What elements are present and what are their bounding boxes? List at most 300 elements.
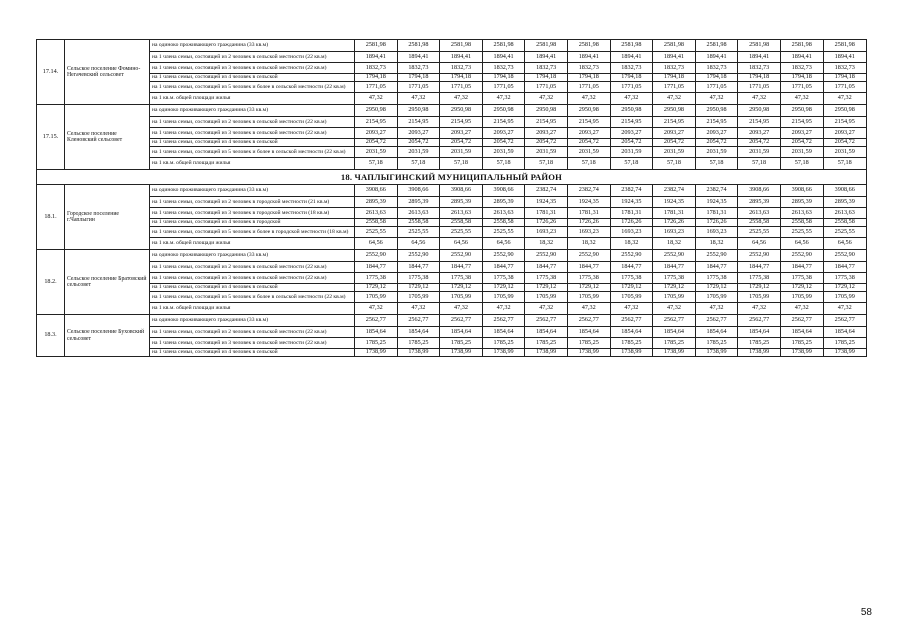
rate-cell: 1738,99 — [440, 349, 483, 357]
settlement-name: Сельское поселение Братовский сельсовет — [65, 250, 150, 315]
rate-cell: 1924,35 — [695, 197, 738, 208]
table-row — [37, 303, 867, 315]
table-row — [37, 338, 867, 349]
norm-description: на 1 члена семьи, состоящей из 2 человек в сельской местности (22 кв.м) — [150, 52, 355, 63]
rate-cell: 57,18 — [482, 158, 525, 170]
norm-description: на 1 члена семьи, состоящей из 2 человек в сельской местности (22 кв.м) — [150, 117, 355, 128]
rate-cell: 2525,55 — [738, 227, 781, 238]
rate-cell: 2552,90 — [567, 250, 610, 262]
rate-cell: 64,56 — [397, 238, 440, 250]
norm-description: на 1 члена семьи, состоящей из 2 человек в сельской местности (22 кв.м) — [150, 262, 355, 273]
rate-cell: 1738,99 — [567, 349, 610, 357]
rate-cell: 2562,77 — [823, 315, 866, 327]
table-row — [37, 292, 867, 303]
rate-cell: 1693,23 — [610, 227, 653, 238]
rate-cell: 1729,12 — [440, 284, 483, 292]
table-row — [37, 147, 867, 158]
table-row — [37, 128, 867, 139]
rate-cell: 2031,59 — [610, 147, 653, 158]
rate-cell: 2581,98 — [397, 40, 440, 52]
rate-cell: 1832,73 — [525, 63, 568, 74]
rate-cell: 2581,98 — [738, 40, 781, 52]
rate-cell: 1894,41 — [355, 52, 398, 63]
table-row — [37, 185, 867, 197]
rate-cell: 1894,41 — [482, 52, 525, 63]
rate-cell: 2950,98 — [482, 105, 525, 117]
rate-cell: 47,32 — [567, 303, 610, 315]
rate-cell: 47,32 — [653, 93, 696, 105]
rate-cell: 2581,98 — [653, 40, 696, 52]
norm-description: на одиноко проживающего гражданина (33 кв.м) — [150, 315, 355, 327]
rate-cell: 2581,98 — [695, 40, 738, 52]
norm-description: на 1 члена семьи, состоящей из 4 человек в сельской — [150, 349, 355, 357]
rate-cell: 2613,63 — [440, 208, 483, 219]
rate-cell: 2031,59 — [525, 147, 568, 158]
rate-cell: 47,32 — [397, 303, 440, 315]
rate-cell: 2154,95 — [823, 117, 866, 128]
rate-cell: 1832,73 — [482, 63, 525, 74]
rate-cell: 2562,77 — [653, 315, 696, 327]
rate-cell: 2562,77 — [738, 315, 781, 327]
rate-cell: 1854,64 — [653, 327, 696, 338]
rate-cell: 2581,98 — [610, 40, 653, 52]
rate-cell: 57,18 — [440, 158, 483, 170]
rate-cell: 1771,05 — [482, 82, 525, 93]
rate-cell: 2154,95 — [355, 117, 398, 128]
rate-cell: 2154,95 — [780, 117, 823, 128]
table-row — [37, 315, 867, 327]
rate-cell: 47,32 — [567, 93, 610, 105]
rate-cell: 2552,90 — [355, 250, 398, 262]
rate-cell: 2950,98 — [355, 105, 398, 117]
table-row — [37, 74, 867, 82]
tariff-table-page — [36, 39, 866, 357]
rate-cell: 2552,90 — [440, 250, 483, 262]
rate-cell: 1729,12 — [397, 284, 440, 292]
rate-cell: 1844,77 — [397, 262, 440, 273]
rate-cell: 1794,18 — [695, 74, 738, 82]
district-title: 18. ЧАПЛЫГИНСКИЙ МУНИЦИПАЛЬНЫЙ РАЙОН — [37, 170, 867, 185]
rate-cell: 1794,18 — [738, 74, 781, 82]
rate-cell: 47,32 — [440, 303, 483, 315]
rate-cell: 2552,90 — [823, 250, 866, 262]
rate-cell: 1854,64 — [823, 327, 866, 338]
rate-cell: 1705,99 — [355, 292, 398, 303]
rate-cell: 1785,25 — [695, 338, 738, 349]
rate-cell: 2382,74 — [653, 185, 696, 197]
rate-cell: 2154,95 — [610, 117, 653, 128]
norm-description: на 1 члена семьи, состоящей из 4 человек в городской — [150, 219, 355, 227]
rate-cell: 1844,77 — [355, 262, 398, 273]
rate-cell: 2562,77 — [397, 315, 440, 327]
rate-cell: 2562,77 — [567, 315, 610, 327]
table-row — [37, 82, 867, 93]
rate-cell: 1794,18 — [567, 74, 610, 82]
rate-cell: 2581,98 — [567, 40, 610, 52]
table-row — [37, 105, 867, 117]
rate-cell: 2562,77 — [780, 315, 823, 327]
table-row — [37, 52, 867, 63]
rate-cell: 1771,05 — [440, 82, 483, 93]
norm-description: на 1 кв.м. общей площади жилья — [150, 238, 355, 250]
rate-cell: 2382,74 — [525, 185, 568, 197]
rate-cell: 2154,95 — [397, 117, 440, 128]
rate-cell: 1738,99 — [525, 349, 568, 357]
rate-cell: 2613,63 — [780, 208, 823, 219]
tariff-table — [36, 39, 867, 357]
rate-cell: 1894,41 — [525, 52, 568, 63]
rate-cell: 3908,66 — [482, 185, 525, 197]
norm-description: на 1 члена семьи, состоящей из 3 человек в сельской местности (22 кв.м) — [150, 338, 355, 349]
rate-cell: 1844,77 — [780, 262, 823, 273]
rate-cell: 2562,77 — [525, 315, 568, 327]
rate-cell: 2950,98 — [823, 105, 866, 117]
rate-cell: 2558,58 — [738, 219, 781, 227]
rate-cell: 2552,90 — [610, 250, 653, 262]
rate-cell: 2382,74 — [610, 185, 653, 197]
norm-description: на одиноко проживающего гражданина (33 кв.м) — [150, 40, 355, 52]
rate-cell: 1844,77 — [653, 262, 696, 273]
rate-cell: 2525,55 — [440, 227, 483, 238]
rate-cell: 47,32 — [525, 303, 568, 315]
rate-cell: 47,32 — [780, 303, 823, 315]
rate-cell: 1854,64 — [695, 327, 738, 338]
rate-cell: 1781,31 — [610, 208, 653, 219]
rate-cell: 1924,35 — [525, 197, 568, 208]
rate-cell: 1794,18 — [610, 74, 653, 82]
rate-cell: 1726,26 — [653, 219, 696, 227]
page-number: 58 — [860, 607, 872, 618]
rate-cell: 3908,66 — [780, 185, 823, 197]
norm-description: на одиноко проживающего гражданина (33 кв.м) — [150, 105, 355, 117]
rate-cell: 1785,25 — [440, 338, 483, 349]
rate-cell: 2525,55 — [355, 227, 398, 238]
rate-cell: 1832,73 — [780, 63, 823, 74]
rate-cell: 2093,27 — [780, 128, 823, 139]
table-row — [37, 40, 867, 52]
rate-cell: 1854,64 — [610, 327, 653, 338]
norm-description: на 1 кв.м. общей площади жилья — [150, 158, 355, 170]
rate-cell: 1844,77 — [695, 262, 738, 273]
rate-cell: 1894,41 — [695, 52, 738, 63]
rate-cell: 1693,23 — [695, 227, 738, 238]
rate-cell: 47,32 — [823, 303, 866, 315]
norm-description: на 1 члена семьи, состоящей из 2 человек в городской местности (21 кв.м) — [150, 197, 355, 208]
rate-cell: 1794,18 — [482, 74, 525, 82]
rate-cell: 1844,77 — [823, 262, 866, 273]
rate-cell: 47,32 — [440, 93, 483, 105]
rate-cell: 47,32 — [525, 93, 568, 105]
norm-description: на 1 члена семьи, состоящей из 3 человек в сельской местности (22 кв.м) — [150, 63, 355, 74]
rate-cell: 2558,58 — [823, 219, 866, 227]
rate-cell: 47,32 — [695, 303, 738, 315]
rate-cell: 2895,39 — [355, 197, 398, 208]
rate-cell: 2613,63 — [397, 208, 440, 219]
rate-cell: 1729,12 — [482, 284, 525, 292]
rate-cell: 2382,74 — [567, 185, 610, 197]
rate-cell: 2552,90 — [397, 250, 440, 262]
rate-cell: 2093,27 — [482, 128, 525, 139]
settlement-code: 18.2. — [37, 250, 65, 315]
rate-cell: 2950,98 — [610, 105, 653, 117]
rate-cell: 1781,31 — [525, 208, 568, 219]
rate-cell: 57,18 — [823, 158, 866, 170]
rate-cell: 2054,72 — [567, 139, 610, 147]
rate-cell: 1705,99 — [653, 292, 696, 303]
norm-description: на 1 члена семьи, состоящей из 5 человек и более в городской местности (18 кв.м) — [150, 227, 355, 238]
rate-cell: 2154,95 — [738, 117, 781, 128]
rate-cell: 64,56 — [780, 238, 823, 250]
rate-cell: 1775,38 — [567, 273, 610, 284]
rate-cell: 1844,77 — [738, 262, 781, 273]
rate-cell: 1894,41 — [567, 52, 610, 63]
rate-cell: 1832,73 — [397, 63, 440, 74]
rate-cell: 2950,98 — [695, 105, 738, 117]
rate-cell: 2054,72 — [738, 139, 781, 147]
norm-description: на 1 члена семьи, состоящей из 3 человек в городской местности (18 кв.м) — [150, 208, 355, 219]
rate-cell: 1794,18 — [823, 74, 866, 82]
rate-cell: 57,18 — [695, 158, 738, 170]
rate-cell: 18,32 — [525, 238, 568, 250]
norm-description: на одиноко проживающего гражданина (33 кв.м) — [150, 250, 355, 262]
rate-cell: 1729,12 — [738, 284, 781, 292]
rate-cell: 1854,64 — [397, 327, 440, 338]
rate-cell: 18,32 — [695, 238, 738, 250]
rate-cell: 2054,72 — [482, 139, 525, 147]
rate-cell: 1738,99 — [482, 349, 525, 357]
rate-cell: 64,56 — [482, 238, 525, 250]
rate-cell: 1738,99 — [823, 349, 866, 357]
rate-cell: 1785,25 — [780, 338, 823, 349]
rate-cell: 1775,38 — [397, 273, 440, 284]
rate-cell: 1775,38 — [355, 273, 398, 284]
rate-cell: 1726,26 — [567, 219, 610, 227]
rate-cell: 2154,95 — [482, 117, 525, 128]
rate-cell: 1775,38 — [440, 273, 483, 284]
table-row — [37, 197, 867, 208]
rate-cell: 1775,38 — [482, 273, 525, 284]
rate-cell: 2895,39 — [482, 197, 525, 208]
norm-description: на 1 члена семьи, состоящей из 5 человек и более в сельской местности (22 кв.м) — [150, 292, 355, 303]
rate-cell: 2562,77 — [440, 315, 483, 327]
rate-cell: 2031,59 — [823, 147, 866, 158]
rate-cell: 1738,99 — [610, 349, 653, 357]
rate-cell: 1726,26 — [525, 219, 568, 227]
rate-cell: 2562,77 — [355, 315, 398, 327]
rate-cell: 1771,05 — [823, 82, 866, 93]
rate-cell: 64,56 — [440, 238, 483, 250]
rate-cell: 2382,74 — [695, 185, 738, 197]
rate-cell: 2031,59 — [738, 147, 781, 158]
rate-cell: 2552,90 — [482, 250, 525, 262]
rate-cell: 1832,73 — [440, 63, 483, 74]
rate-cell: 1738,99 — [695, 349, 738, 357]
rate-cell: 2093,27 — [738, 128, 781, 139]
rate-cell: 1794,18 — [397, 74, 440, 82]
rate-cell: 3908,66 — [738, 185, 781, 197]
rate-cell: 2552,90 — [653, 250, 696, 262]
rate-cell: 2562,77 — [610, 315, 653, 327]
rate-cell: 47,32 — [780, 93, 823, 105]
rate-cell: 1771,05 — [738, 82, 781, 93]
rate-cell: 1771,05 — [525, 82, 568, 93]
rate-cell: 2093,27 — [823, 128, 866, 139]
rate-cell: 1894,41 — [653, 52, 696, 63]
table-row — [37, 262, 867, 273]
rate-cell: 1794,18 — [355, 74, 398, 82]
rate-cell: 1705,99 — [482, 292, 525, 303]
rate-cell: 2558,58 — [355, 219, 398, 227]
rate-cell: 2154,95 — [440, 117, 483, 128]
rate-cell: 1775,38 — [695, 273, 738, 284]
rate-cell: 2950,98 — [653, 105, 696, 117]
table-row — [37, 349, 867, 357]
table-row — [37, 208, 867, 219]
table-row — [37, 273, 867, 284]
rate-cell: 2093,27 — [610, 128, 653, 139]
rate-cell: 1894,41 — [440, 52, 483, 63]
rate-cell: 64,56 — [355, 238, 398, 250]
rate-cell: 1832,73 — [695, 63, 738, 74]
rate-cell: 1854,64 — [780, 327, 823, 338]
rate-cell: 1844,77 — [567, 262, 610, 273]
rate-cell: 1854,64 — [482, 327, 525, 338]
rate-cell: 2562,77 — [482, 315, 525, 327]
rate-cell: 2031,59 — [695, 147, 738, 158]
rate-cell: 57,18 — [610, 158, 653, 170]
table-row — [37, 158, 867, 170]
rate-cell: 47,32 — [610, 93, 653, 105]
rate-cell: 1705,99 — [823, 292, 866, 303]
rate-cell: 2093,27 — [525, 128, 568, 139]
rate-cell: 47,32 — [482, 303, 525, 315]
district-header-row — [37, 170, 867, 185]
rate-cell: 47,32 — [738, 93, 781, 105]
norm-description: на 1 члена семьи, состоящей из 3 человек в сельской местности (22 кв.м) — [150, 273, 355, 284]
rate-cell: 3908,66 — [823, 185, 866, 197]
rate-cell: 2950,98 — [440, 105, 483, 117]
rate-cell: 2895,39 — [738, 197, 781, 208]
rate-cell: 1854,64 — [738, 327, 781, 338]
rate-cell: 2031,59 — [780, 147, 823, 158]
rate-cell: 2552,90 — [525, 250, 568, 262]
rate-cell: 1775,38 — [610, 273, 653, 284]
rate-cell: 57,18 — [525, 158, 568, 170]
rate-cell: 1726,26 — [610, 219, 653, 227]
rate-cell: 2581,98 — [440, 40, 483, 52]
table-row — [37, 250, 867, 262]
rate-cell: 57,18 — [397, 158, 440, 170]
rate-cell: 64,56 — [738, 238, 781, 250]
rate-cell: 1775,38 — [653, 273, 696, 284]
rate-cell: 2613,63 — [482, 208, 525, 219]
rate-cell: 2525,55 — [397, 227, 440, 238]
rate-cell: 2552,90 — [780, 250, 823, 262]
rate-cell: 1832,73 — [610, 63, 653, 74]
rate-cell: 47,32 — [397, 93, 440, 105]
rate-cell: 1693,23 — [653, 227, 696, 238]
rate-cell: 2154,95 — [567, 117, 610, 128]
rate-cell: 1924,35 — [567, 197, 610, 208]
rate-cell: 57,18 — [653, 158, 696, 170]
rate-cell: 2054,72 — [355, 139, 398, 147]
rate-cell: 18,32 — [567, 238, 610, 250]
rate-cell: 2525,55 — [482, 227, 525, 238]
rate-cell: 1894,41 — [823, 52, 866, 63]
rate-cell: 1832,73 — [567, 63, 610, 74]
rate-cell: 2558,58 — [780, 219, 823, 227]
rate-cell: 2562,77 — [695, 315, 738, 327]
rate-cell: 1794,18 — [653, 74, 696, 82]
rate-cell: 2950,98 — [525, 105, 568, 117]
rate-cell: 57,18 — [738, 158, 781, 170]
rate-cell: 1854,64 — [525, 327, 568, 338]
rate-cell: 1794,18 — [780, 74, 823, 82]
rate-cell: 2581,98 — [482, 40, 525, 52]
rate-cell: 1785,25 — [567, 338, 610, 349]
rate-cell: 47,32 — [355, 303, 398, 315]
rate-cell: 1729,12 — [355, 284, 398, 292]
rate-cell: 1729,12 — [525, 284, 568, 292]
rate-cell: 1729,12 — [780, 284, 823, 292]
rate-cell: 1771,05 — [780, 82, 823, 93]
rate-cell: 2950,98 — [738, 105, 781, 117]
rate-cell: 1775,38 — [525, 273, 568, 284]
rate-cell: 1924,35 — [610, 197, 653, 208]
rate-cell: 1705,99 — [738, 292, 781, 303]
rate-cell: 57,18 — [355, 158, 398, 170]
rate-cell: 1785,25 — [738, 338, 781, 349]
norm-description: на 1 члена семьи, состоящей из 4 человек в сельской — [150, 74, 355, 82]
rate-cell: 2031,59 — [397, 147, 440, 158]
rate-cell: 1705,99 — [440, 292, 483, 303]
rate-cell: 1894,41 — [738, 52, 781, 63]
rate-cell: 1771,05 — [355, 82, 398, 93]
rate-cell: 2054,72 — [440, 139, 483, 147]
rate-cell: 2613,63 — [738, 208, 781, 219]
rate-cell: 2031,59 — [440, 147, 483, 158]
rate-cell: 2950,98 — [780, 105, 823, 117]
rate-cell: 2093,27 — [653, 128, 696, 139]
rate-cell: 1771,05 — [567, 82, 610, 93]
rate-cell: 1705,99 — [567, 292, 610, 303]
rate-cell: 47,32 — [695, 93, 738, 105]
rate-cell: 1854,64 — [440, 327, 483, 338]
table-row — [37, 219, 867, 227]
rate-cell: 1771,05 — [653, 82, 696, 93]
rate-cell: 1894,41 — [397, 52, 440, 63]
rate-cell: 2525,55 — [780, 227, 823, 238]
rate-cell: 2613,63 — [355, 208, 398, 219]
rate-cell: 2581,98 — [780, 40, 823, 52]
table-row — [37, 63, 867, 74]
rate-cell: 1771,05 — [397, 82, 440, 93]
rate-cell: 64,56 — [823, 238, 866, 250]
rate-cell: 1771,05 — [695, 82, 738, 93]
rate-cell: 2054,72 — [653, 139, 696, 147]
table-row — [37, 139, 867, 147]
rate-cell: 1785,25 — [482, 338, 525, 349]
rate-cell: 1832,73 — [653, 63, 696, 74]
rate-cell: 1705,99 — [610, 292, 653, 303]
rate-cell: 2154,95 — [653, 117, 696, 128]
rate-cell: 2093,27 — [397, 128, 440, 139]
rate-cell: 2950,98 — [397, 105, 440, 117]
rate-cell: 2054,72 — [610, 139, 653, 147]
rate-cell: 3908,66 — [440, 185, 483, 197]
rate-cell: 2054,72 — [780, 139, 823, 147]
rate-cell: 1781,31 — [653, 208, 696, 219]
